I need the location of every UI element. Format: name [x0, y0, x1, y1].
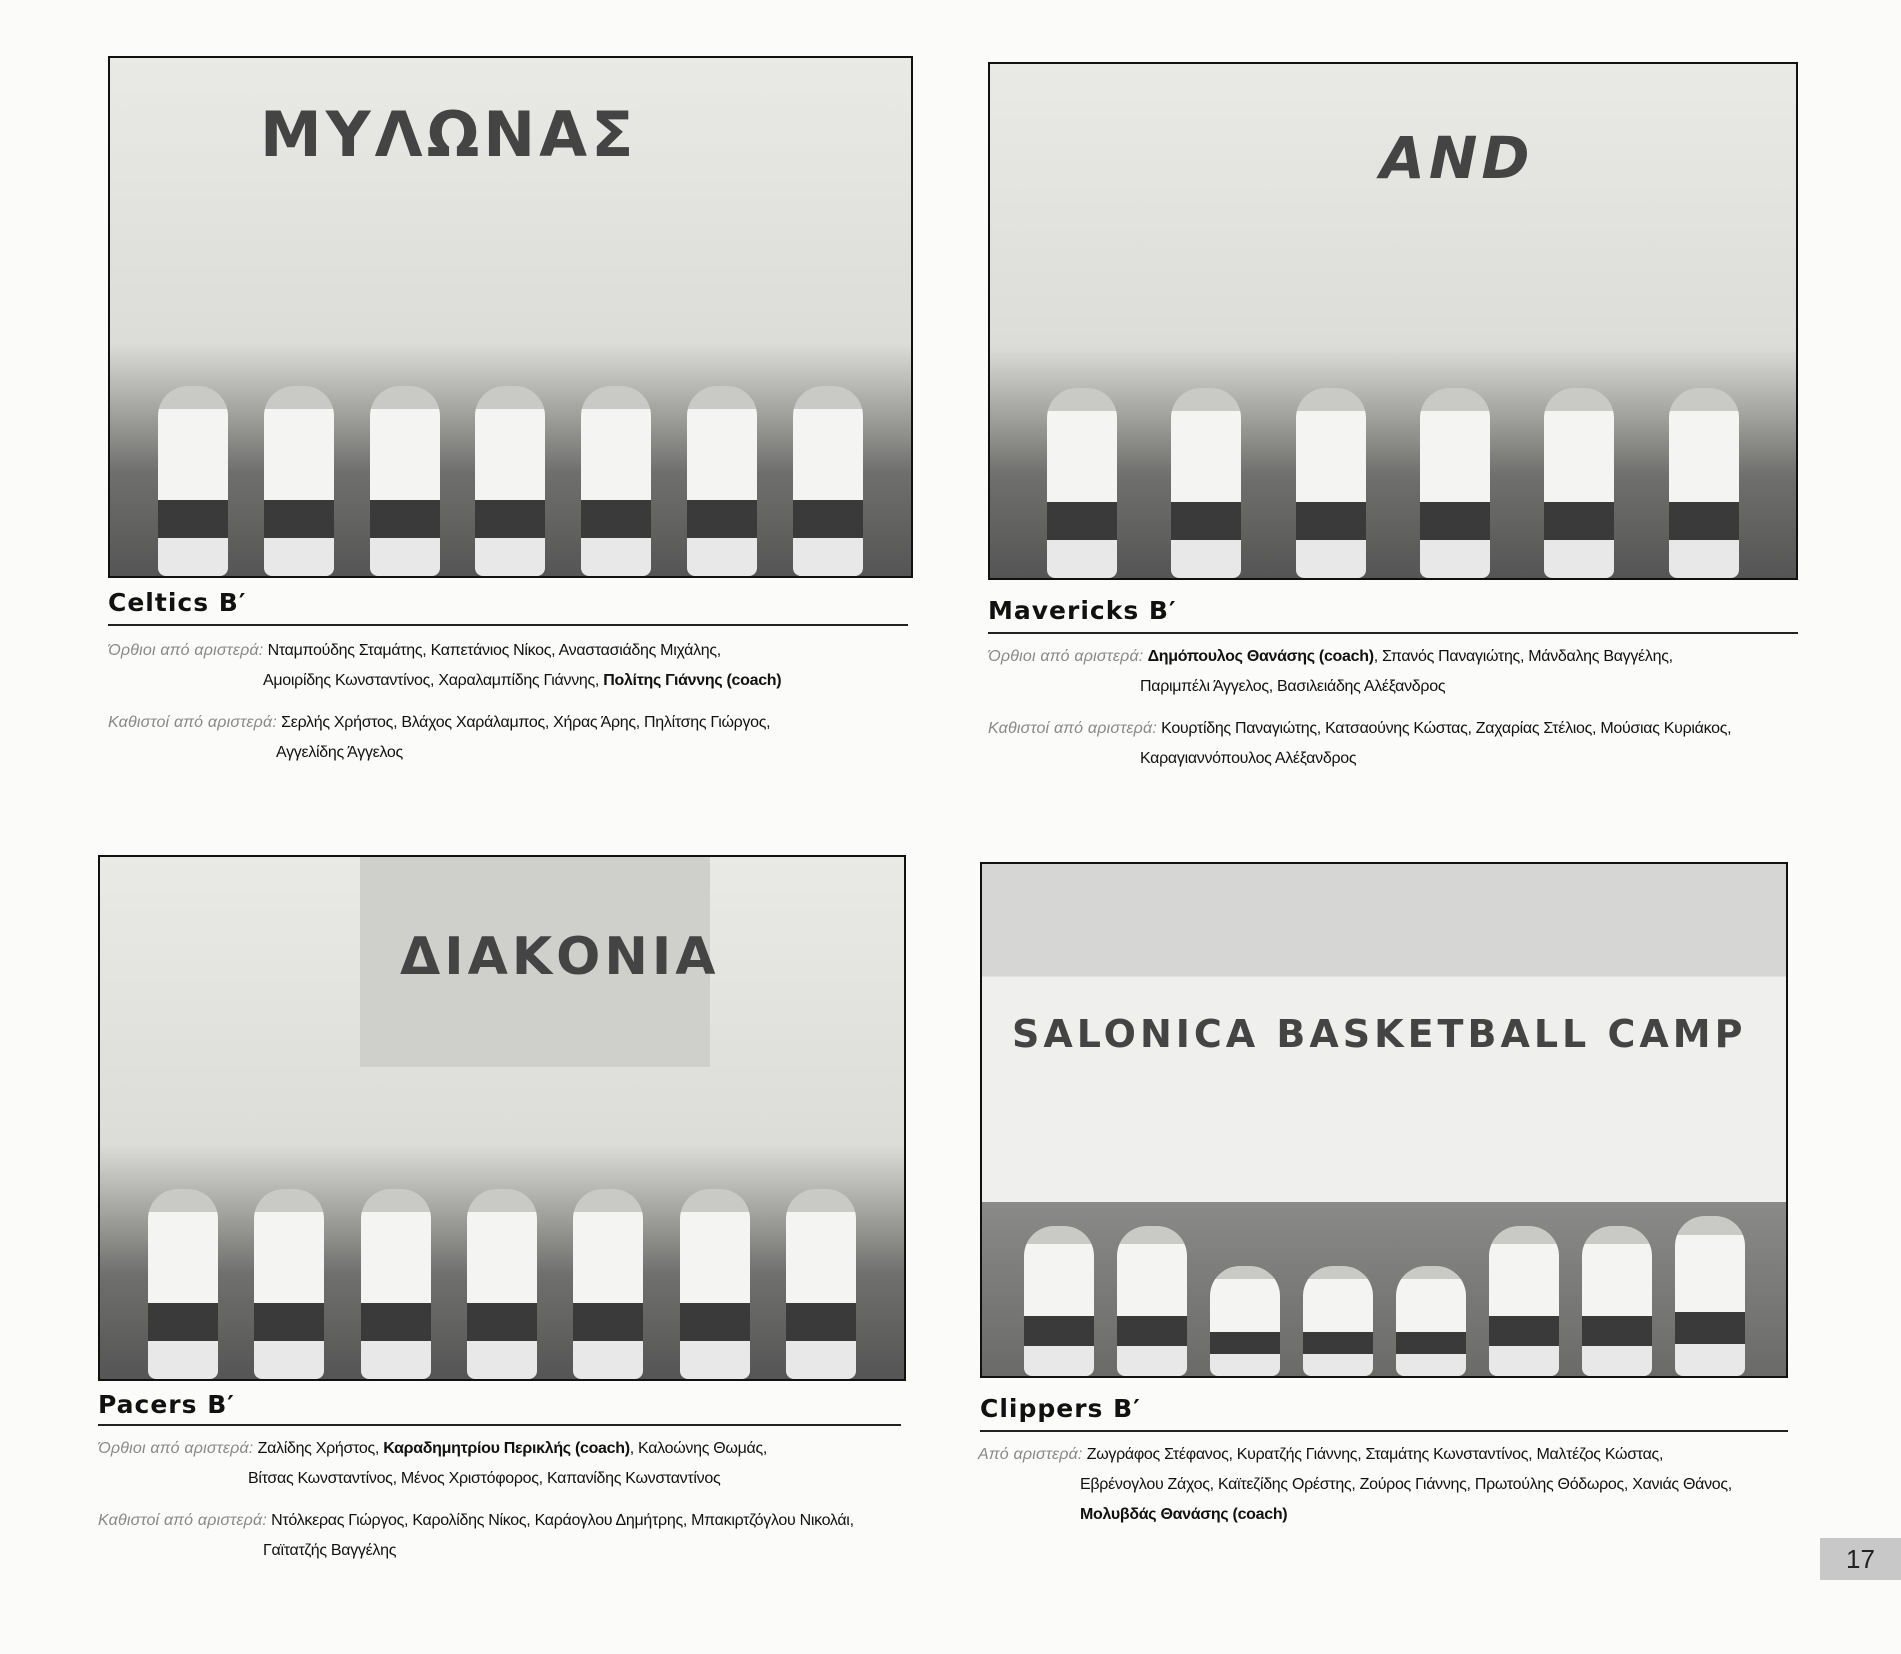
clippers-caption — [978, 1440, 1798, 1530]
pacers-team-photo — [98, 855, 906, 1381]
celtics-sitting-line1: Σερλής Χρήστος, Βλάχος Χαράλαμπος, Χήρας Άρης, Πηλίτσης Γιώργος, — [281, 714, 771, 731]
pacers-photo-banner: ΔΙΑΚΟΝΙΑ — [400, 927, 720, 987]
celtics-team-title: Celtics B′ — [108, 588, 247, 617]
pacers-caption — [98, 1434, 908, 1566]
celtics-team-photo — [108, 56, 913, 578]
mavericks-team-title: Mavericks B′ — [988, 596, 1177, 625]
pacers-coach-name: Καραδημητρίου Περικλής (coach) — [383, 1440, 630, 1457]
celtics-sitting-label: Καθιστοί από αριστερά: — [108, 714, 277, 731]
celtics-caption — [108, 636, 908, 768]
celtics-sitting-line2: Αγγελίδης Άγγελος — [276, 744, 403, 761]
pacers-sitting-line1: Ντόλκερας Γιώργος, Καρολίδης Νίκος, Καράογλου Δημήτρης, Μπακιρτζόγλου Νικολάι, — [271, 1512, 854, 1529]
clippers-coach-name: Μολυβδάς Θανάσης (coach) — [1080, 1506, 1288, 1523]
celtics-coach-name: Πολίτης Γιάννης (coach) — [603, 672, 782, 689]
mavericks-photo-banner: AND — [1380, 124, 1534, 192]
mavericks-sitting-line1: Κουρτίδης Παναγιώτης, Κατσαούνης Κώστας, Ζαχαρίας Στέλιος, Μούσιας Κυριάκος, — [1161, 720, 1732, 737]
clippers-line2: Εβρένογλου Ζάχος, Καϊτεζίδης Ορέστης, Ζούρος Γιάννης, Πρωτούλης Θόδωρος, Χανιάς Θάνος, — [1080, 1476, 1732, 1493]
clippers-title-rule — [980, 1430, 1788, 1432]
celtics-players-group — [110, 255, 911, 576]
clippers-team-title: Clippers B′ — [980, 1394, 1141, 1423]
clippers-photo-banner: SALONICA BASKETBALL CAMP — [1012, 1012, 1747, 1056]
clippers-label: Από αριστερά: — [978, 1446, 1083, 1463]
mavericks-sitting-label: Καθιστοί από αριστερά: — [988, 720, 1157, 737]
mavericks-team-photo — [988, 62, 1798, 580]
clippers-team-photo — [980, 862, 1788, 1378]
mavericks-coach-name: Δημόπουλος Θανάσης (coach) — [1147, 648, 1374, 665]
pacers-team-title: Pacers B′ — [98, 1390, 235, 1419]
pacers-title-rule — [98, 1424, 901, 1426]
pacers-players-group — [100, 1055, 904, 1379]
mavericks-standing-line1: , Σπανός Παναγιώτης, Μάνδαλης Βαγγέλης, — [1373, 648, 1673, 665]
pacers-standing-label: Όρθιοι από αριστερά: — [98, 1440, 254, 1457]
mavericks-title-rule — [988, 632, 1798, 634]
celtics-standing-line1: Νταμπούδης Σταμάτης, Καπετάνιος Νίκος, Αναστασιάδης Μιχάλης, — [267, 642, 721, 659]
pacers-standing-line1a: Ζαλίδης Χρήστος, — [257, 1440, 384, 1457]
mavericks-caption — [988, 642, 1808, 774]
pacers-sitting-line2: Γαϊτατζής Βαγγέλης — [263, 1542, 397, 1559]
celtics-standing-line2: Αμοιρίδης Κωνσταντίνος, Χαραλαμπίδης Γιάννης, — [263, 672, 604, 689]
celtics-photo-banner: ΜΥΛΩΝΑΣ — [260, 98, 638, 171]
pacers-standing-line1b: , Καλοώνης Θωμάς, — [629, 1440, 768, 1457]
mavericks-standing-label: Όρθιοι από αριστερά: — [988, 648, 1144, 665]
page-number: 17 — [1820, 1538, 1901, 1580]
clippers-players-group — [982, 1130, 1786, 1376]
mavericks-players-group — [990, 259, 1796, 578]
celtics-standing-label: Όρθιοι από αριστερά: — [108, 642, 264, 659]
clippers-line1: Ζωγράφος Στέφανος, Κυρατζής Γιάννης, Σταμάτης Κωνσταντίνος, Μαλτέζος Κώστας, — [1086, 1446, 1664, 1463]
mavericks-sitting-line2: Καραγιαννόπουλος Αλέξανδρος — [1140, 750, 1357, 767]
mavericks-standing-line2: Παριμπέλι Άγγελος, Βασιλειάδης Αλέξανδρος — [1140, 678, 1446, 695]
pacers-standing-line2: Βίτσας Κωνσταντίνος, Μένος Χριστόφορος, Καπανίδης Κωνσταντίνος — [248, 1470, 721, 1487]
pacers-sitting-label: Καθιστοί από αριστερά: — [98, 1512, 267, 1529]
celtics-title-rule — [108, 624, 908, 626]
